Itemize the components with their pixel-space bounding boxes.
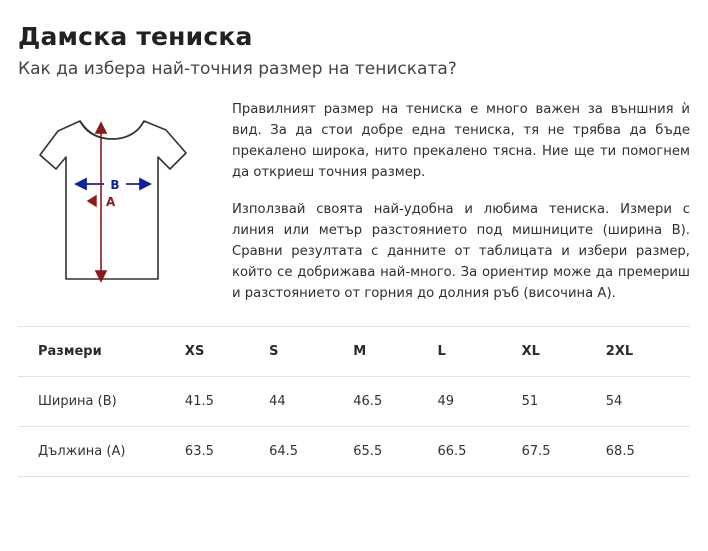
cell-width-xl: 51	[522, 377, 606, 427]
size-guide-page	[0, 22, 708, 551]
size-table-head	[18, 327, 690, 377]
cell-length-2xl: 68.5	[606, 427, 690, 477]
header-cell-label: Размери	[18, 327, 185, 377]
cell-length-xs: 63.5	[185, 427, 269, 477]
table-row	[18, 427, 690, 477]
header-cell-l: L	[437, 327, 521, 377]
cell-length-s: 64.5	[269, 427, 353, 477]
cell-length-l: 66.5	[437, 427, 521, 477]
page-subtitle: Как да избера най-точния размер на тениската?	[18, 59, 457, 79]
header-cell-xs: XS	[185, 327, 269, 377]
tshirt-diagram	[18, 97, 218, 298]
cell-width-s: 44	[269, 377, 353, 427]
cell-width-2xl: 54	[606, 377, 690, 427]
cell-width-xs: 41.5	[185, 377, 269, 427]
cell-width-m: 46.5	[353, 377, 437, 427]
page-title: Дамска тениска	[18, 22, 253, 51]
intro-paragraphs	[218, 97, 690, 304]
table-header-row	[18, 327, 690, 377]
intro-section	[18, 97, 690, 304]
header-cell-m: M	[353, 327, 437, 377]
height-label: A	[106, 195, 116, 209]
header-cell-xl: XL	[522, 327, 606, 377]
header-cell-2xl: 2XL	[606, 327, 690, 377]
table-row	[18, 377, 690, 427]
womens-tshirt-icon	[18, 103, 218, 298]
size-table-body	[18, 377, 690, 477]
cell-length-xl: 67.5	[522, 427, 606, 477]
paragraph-2: Използвай своята най-удобна и любима тениска. Измери с линия или метър разстоянието под мишниците (ширина B). Сравни резултата с данните от таблицата и избери размер, който се добрижава най-много. За ориентир може да премериш и разстоянието от горния до долния ръб (височина A).	[232, 202, 690, 301]
row-label-width: Ширина (B)	[18, 377, 185, 427]
paragraph-1: Правилният размер на тениска е много важен за външния ѝ вид. За да стои добре една тениска, тя не трябва да бъде прекалено широка, нито прекалено тясна. Ние ще ти помогнем да откриеш точния размер.	[232, 102, 690, 180]
size-table	[18, 326, 690, 477]
header-cell-s: S	[269, 327, 353, 377]
row-label-length: Дължина (A)	[18, 427, 185, 477]
width-label: B	[110, 178, 120, 192]
cell-length-m: 65.5	[353, 427, 437, 477]
cell-width-l: 49	[437, 377, 521, 427]
